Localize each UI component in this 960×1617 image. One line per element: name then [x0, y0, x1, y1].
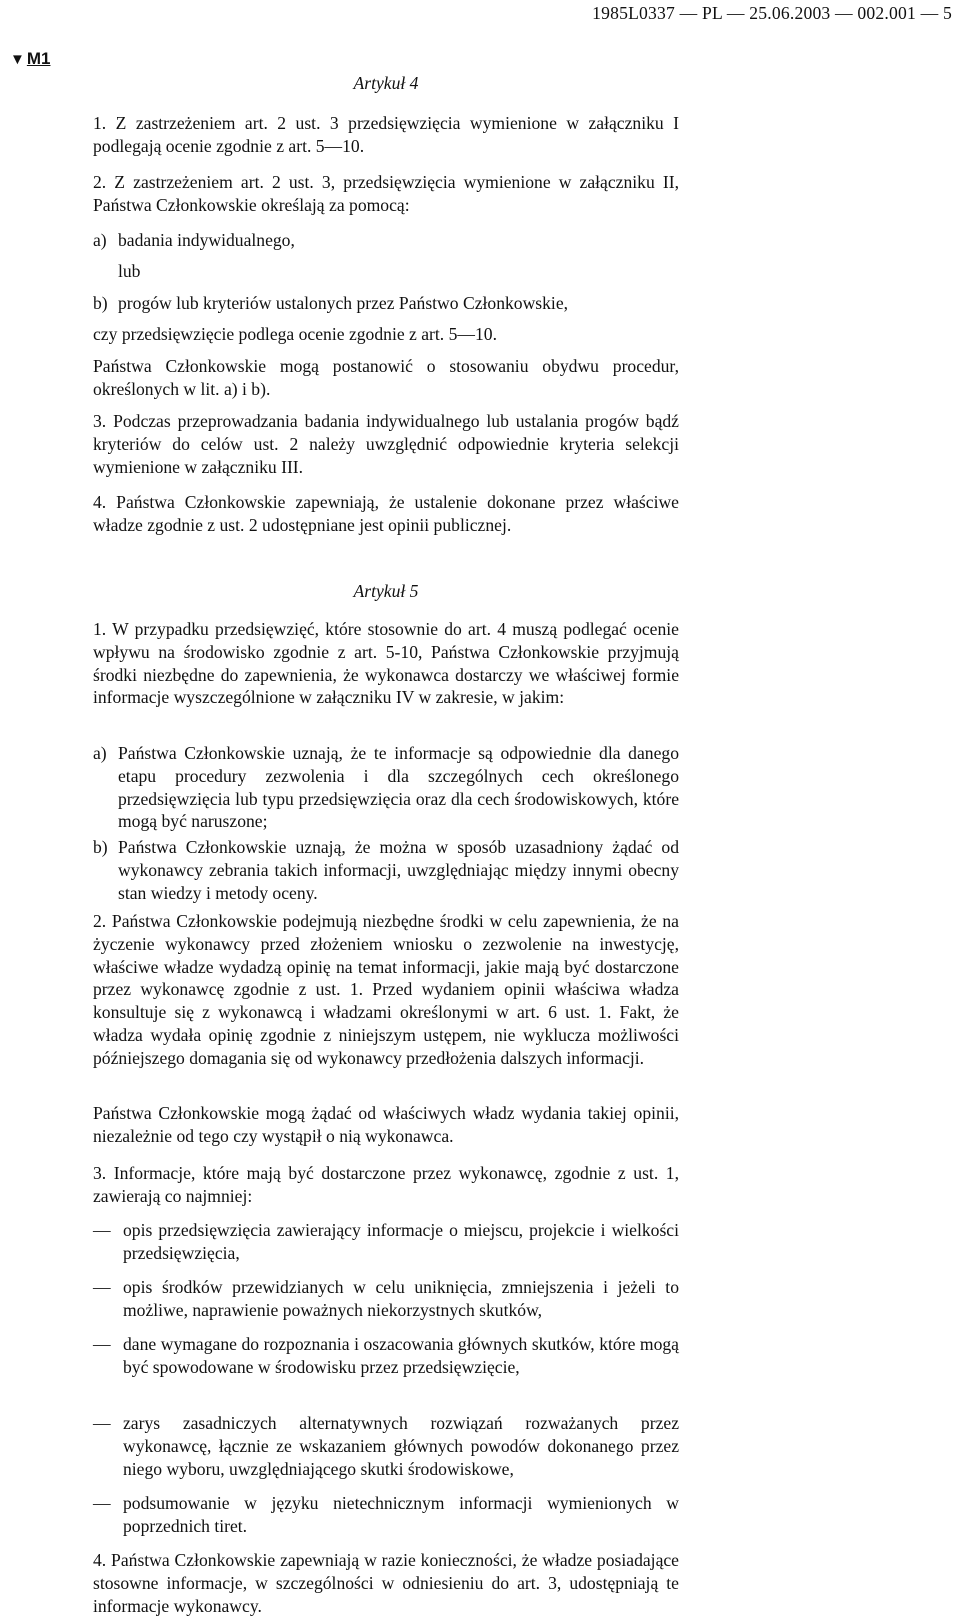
art5-dash-3	[93, 1333, 679, 1379]
art5-item-a	[93, 742, 679, 833]
amendment-code: M1	[26, 49, 51, 68]
dash-marker: —	[93, 1334, 111, 1354]
item-label: b)	[93, 293, 108, 313]
item-text: Państwa Członkowskie uznają, że te informacje są odpowiednie dla danego etapu procedury zezwolenia i dla szczególnych cech określonego przedsięwzięcia lub typu przedsięwzięcia oraz dla cech środowiskowych, które mogą być naruszone;	[118, 743, 679, 832]
dash-text: zarys zasadniczych alternatywnych rozwiązań rozważanych przez wykonawcę, łącznie ze wskazaniem głównych powodów dokonanego przez niego wyboru, uwzględniającego skutki środowiskowe,	[123, 1413, 679, 1479]
art4-panstwa: Państwa Członkowskie mogą postanowić o stosowaniu obydwu procedur, określonych w lit. a) i b).	[93, 356, 679, 399]
art4-paragraph-2: 2. Z zastrzeżeniem art. 2 ust. 3, przedsięwzięcia wymienione w załączniku II, Państwa Członkowskie określają za pomocą:	[93, 172, 679, 215]
article-5-title: Artykuł 5	[353, 581, 419, 601]
art5-dash-2	[93, 1276, 679, 1322]
art5-paragraph-2b: Państwa Członkowskie mogą żądać od właściwych władz wydania takiej opinii, niezależnie od tego czy wystąpił o nią wykonawca.	[93, 1103, 679, 1146]
dash-marker: —	[93, 1413, 111, 1433]
art4-paragraph-1: 1. Z zastrzeżeniem art. 2 ust. 3 przedsięwzięcia wymienione w załączniku I podlegają ocenie zgodnie z art. 5—10.	[93, 113, 679, 156]
art4-item-b	[93, 292, 679, 315]
dash-marker: —	[93, 1493, 111, 1513]
dash-marker: —	[93, 1277, 111, 1297]
art4-item-a	[93, 229, 679, 252]
document-header: 1985L0337 — PL — 25.06.2003 — 002.001 — 5	[592, 3, 952, 23]
dash-text: dane wymagane do rozpoznania i oszacowania głównych skutków, które mogą być spowodowane w środowisku przez przedsięwzięcie,	[123, 1334, 679, 1377]
art5-paragraph-4: 4. Państwa Członkowskie zapewniają w razie konieczności, że władze posiadające stosowne informacje, w szczególności w odniesieniu do art. 3, udostępniają te informacje wykonawcy.	[93, 1550, 679, 1616]
art4-lub: lub	[118, 261, 141, 281]
dash-text: podsumowanie w języku nietechnicznym informacji wymienionych w poprzednich tiret.	[123, 1493, 679, 1536]
amendment-marker	[10, 48, 50, 72]
art5-dash-5	[93, 1492, 679, 1538]
dash-text: opis środków przewidzianych w celu uniknięcia, zmniejszenia i jeżeli to możliwe, naprawienie poważnych niekorzystnych skutków,	[123, 1277, 679, 1320]
item-text: Państwa Członkowskie uznają, że można w sposób uzasadniony żądać od wykonawcy zebrania takich informacji, uwzględniając między innymi obecny stan wiedzy i metody oceny.	[118, 837, 679, 903]
triangle-down-icon: ▼	[10, 51, 25, 68]
article-4-title: Artykuł 4	[353, 73, 419, 93]
art4-paragraph-3: 3. Podczas przeprowadzania badania indywidualnego lub ustalania progów bądź kryteriów do celów ust. 2 należy uwzględnić odpowiednie kryteria selekcji wymienione w załączniku III.	[93, 411, 679, 477]
item-label: b)	[93, 837, 108, 857]
art5-paragraph-2: 2. Państwa Członkowskie podejmują niezbędne środki w celu zapewnienia, że na życzenie wykonawcy przed złożeniem wniosku o zezwolenie na inwestycję, właściwe władze wydadzą opinię na temat informacji, jakie mają być dostarczone przez wykonawcę zgodnie z ust. 1. Przed wydaniem opinii właściwa władza konsultuje się z wykonawcą i władzami określonymi w art. 6 ust. 1. Fakt, że władza wydała opinię zgodnie z niniejszym ustępem, nie wyklucza możliwości późniejszego domagania się od wykonawcy przedłożenia dalszych informacji.	[93, 911, 679, 1068]
item-label: a)	[93, 230, 107, 250]
item-text: badania indywidualnego,	[118, 230, 295, 250]
dash-marker: —	[93, 1220, 111, 1240]
art5-paragraph-1: 1. W przypadku przedsięwzięć, które stosownie do art. 4 muszą podlegać ocenie wpływu na środowisko zgodnie z art. 5-10, Państwa Członkowskie przyjmują środki niezbędne do zapewnienia, że wykonawca dostarczy we właściwej formie informacje wyszczególnione w załączniku IV w zakresie, w jakim:	[93, 619, 679, 708]
dash-text: opis przedsięwzięcia zawierający informacje o miejscu, projekcie i wielkości przedsięwzięcia,	[123, 1220, 679, 1263]
item-text: progów lub kryteriów ustalonych przez Państwo Członkowskie,	[118, 293, 569, 313]
item-label: a)	[93, 743, 107, 763]
art5-paragraph-3: 3. Informacje, które mają być dostarczone przez wykonawcę, zgodnie z ust. 1, zawierają co najmniej:	[93, 1163, 679, 1206]
art5-item-b	[93, 836, 679, 904]
art4-czy: czy przedsięwzięcie podlega ocenie zgodnie z art. 5—10.	[93, 324, 497, 344]
art4-paragraph-4: 4. Państwa Członkowskie zapewniają, że ustalenie dokonane przez właściwe władze zgodnie z ust. 2 udostępniane jest opinii publicznej.	[93, 492, 679, 535]
art5-dash-4	[93, 1412, 679, 1480]
art5-dash-1	[93, 1219, 679, 1265]
